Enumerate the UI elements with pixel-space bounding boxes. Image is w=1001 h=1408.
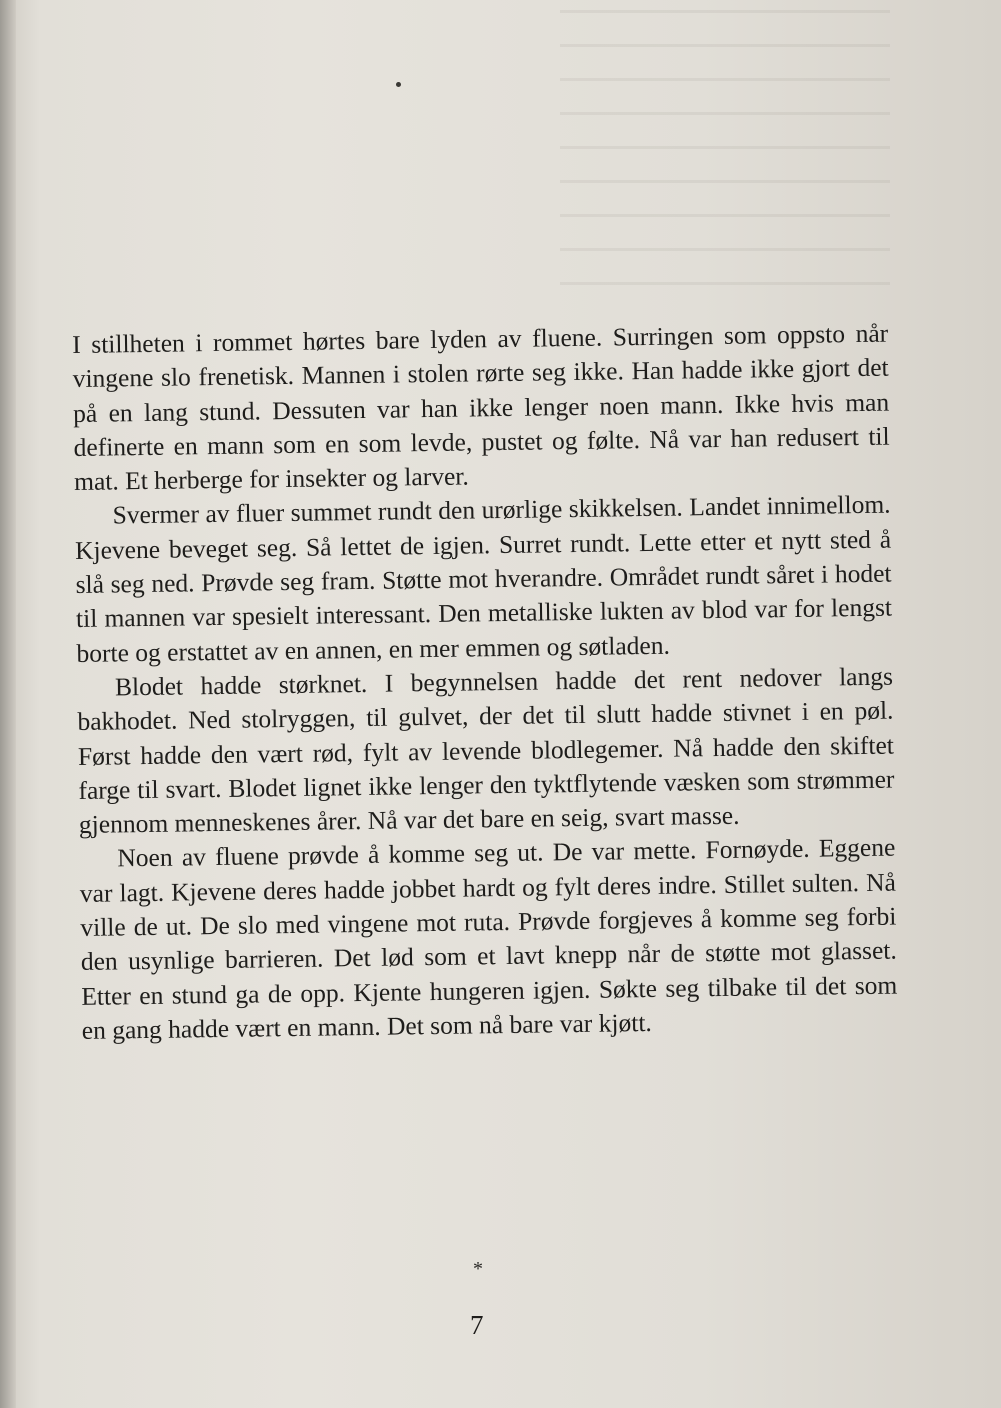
ink-dot [396, 82, 401, 87]
page-number: 7 [470, 1310, 484, 1340]
paragraph-2: Svermer av fluer summet rundt den urørlige skikkelsen. Landet innimellom. Kjevene beveget seg. Så lettet de igjen. Surret rundt. Lette etter et nytt sted å slå seg ned. Prøvde seg fram. Støtte mot hverandre. Området rundt såret i hodet til mannen var spesielt interessant. Den metalliske lukten av blod var for lengst borte og erstattet av en annen, en mer emmen og søtladen. [74, 490, 893, 668]
section-break-asterisk: * [473, 1258, 483, 1280]
book-gutter [0, 0, 16, 1408]
paragraph-3: Blodet hadde størknet. I begynnelsen hadde det rent nedover langs bakhodet. Ned stolryggen, til gulvet, der det til slutt hadde stivnet i en pøl. Først hadde den vært rød, fylt av levende blodlegemer. Nå hadde den skiftet farge til svart. Blodet lignet ikke lenger den tyktflytende væsken som strømmer gjennom menneskenes årer. Nå var det bare en seig, svart masse. [77, 661, 895, 840]
bleed-through-text [560, 10, 890, 310]
body-text [72, 317, 898, 1049]
paragraph-4: Noen av fluene prøvde å komme seg ut. De var mette. Fornøyde. Eggene var lagt. Kjevene deres hadde jobbet hardt og fylt deres indre. Stillet sulten. Nå ville de ut. De slo med vingene mot ruta. Prøvde forgjeves å komme seg forbi den usynlige barrieren. Det lød som et lavt knepp når de støtte mot glasset. Etter en stund ga de opp. Kjente hungeren igjen. Søkte seg tilbake til det som en gang hadde vært en mann. Det som nå bare var kjøtt. [79, 833, 898, 1045]
paragraph-1: I stillheten i rommet hørtes bare lyden av fluene. Surringen som oppsto når vingene slo frenetisk. Mannen i stolen rørte seg ikke. Han hadde ikke gjort det på en lang stund. Dessuten var han ikke lenger noen mann. Ikke hvis man definerte en mann som en som levde, pustet og følte. Nå var han redusert til mat. Et herberge for insekter og larver. [72, 318, 890, 497]
